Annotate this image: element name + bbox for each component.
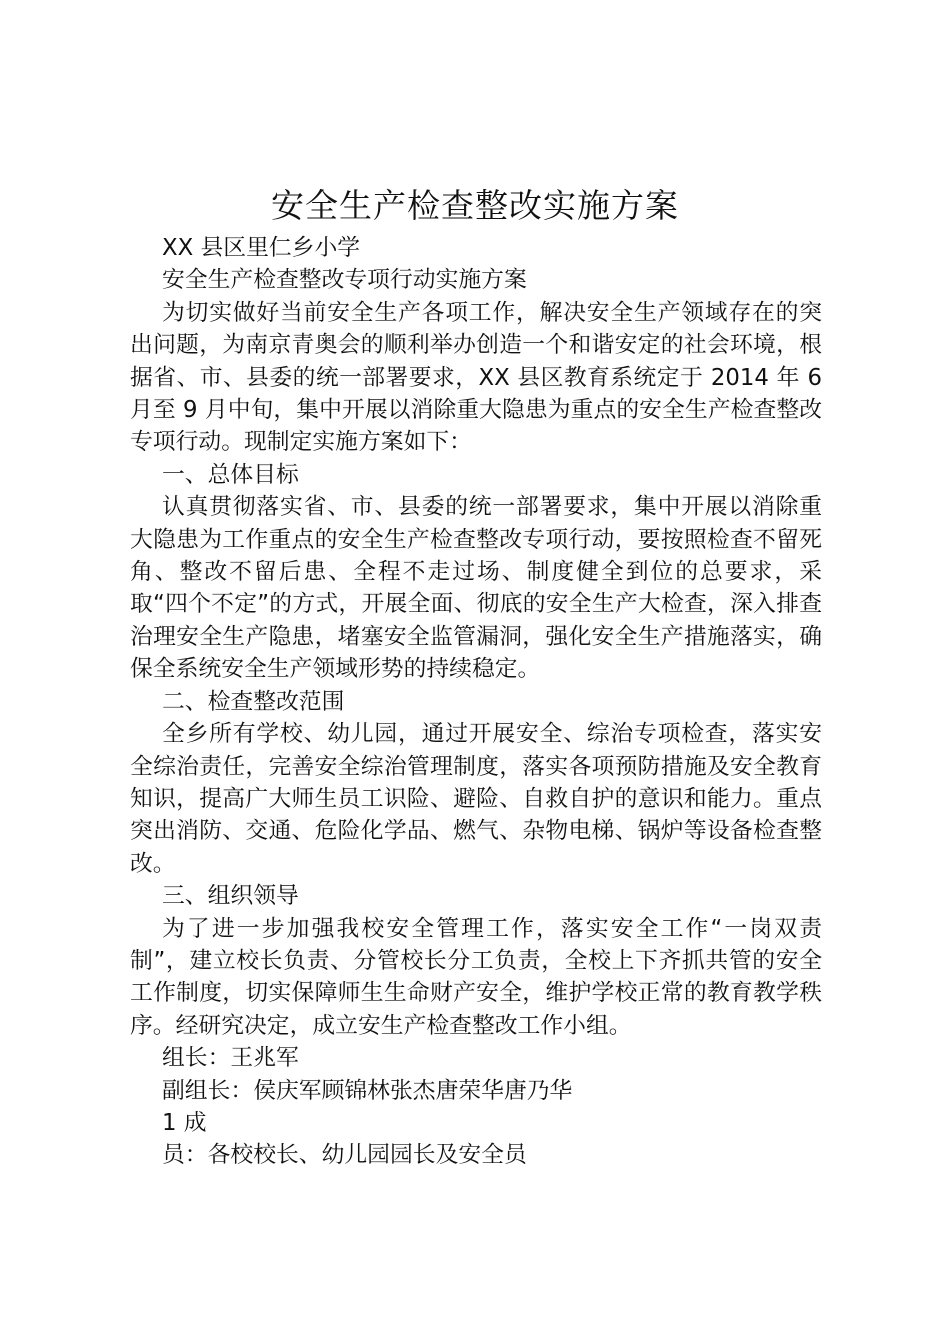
team-leader: 组长：王兆军: [162, 1045, 299, 1072]
leadership-paragraph: 为了进一步加强我校安全管理工作，落实安全工作“一岗双责制”，建立校长负责、分管校长分工负责，全校上下齐抓共管的安全工作制度，切实保障师生生命财产安全，维护学校正常的教育教学秩序。经研究决定，成立安生产检查整改工作小组。: [130, 915, 822, 1039]
section-heading-goals: 一、总体目标: [162, 461, 299, 488]
section-heading-leadership: 三、组织领导: [162, 883, 299, 910]
document-title: 安全生产检查整改实施方案: [271, 186, 679, 225]
intro-paragraph: 为切实做好当前安全生产各项工作，解决安全生产领域存在的突出问题，为南京青奥会的顺利举办创造一个和谐安定的社会环境，根据省、市、县委的统一部署要求，XX 县区教育系统定于 2014 年 6 月至 9 月中旬，集中开展以消除重大隐患为重点的安全生产检查整改专项行动。现制定实施方案如下：: [130, 299, 822, 456]
school-name: XX 县区里仁乡小学: [162, 235, 361, 261]
plan-subtitle: 安全生产检查整改专项行动实施方案: [162, 267, 527, 294]
team-deputy-leaders: 副组长：侯庆军顾锦林张杰唐荣华唐乃华: [162, 1077, 573, 1104]
section-heading-scope: 二、检查整改范围: [162, 688, 345, 715]
document-body: [130, 232, 822, 1172]
team-members-label: 1 成: [162, 1109, 207, 1136]
goals-paragraph: 认真贯彻落实省、市、县委的统一部署要求，集中开展以消除重大隐患为工作重点的安全生产检查整改专项行动，要按照检查不留死角、整改不留后患、全程不走过场、制度健全到位的总要求，采取“四个不定”的方式，开展全面、彻底的安全生产大检查，深入排查治理安全生产隐患，堵塞安全监管漏洞，强化安全生产措施落实，确保全系统安全生产领域形势的持续稳定。: [130, 494, 822, 683]
team-members: 员：各校校长、幼儿园园长及安全员: [162, 1142, 527, 1169]
scope-paragraph: 全乡所有学校、幼儿园，通过开展安全、综治专项检查，落实安全综治责任，完善安全综治管理制度，落实各项预防措施及安全教育知识，提高广大师生员工识险、避险、自救自护的意识和能力。重点突出消防、交通、危险化学品、燃气、杂物电梯、锅炉等设备检查整改。: [130, 721, 822, 877]
